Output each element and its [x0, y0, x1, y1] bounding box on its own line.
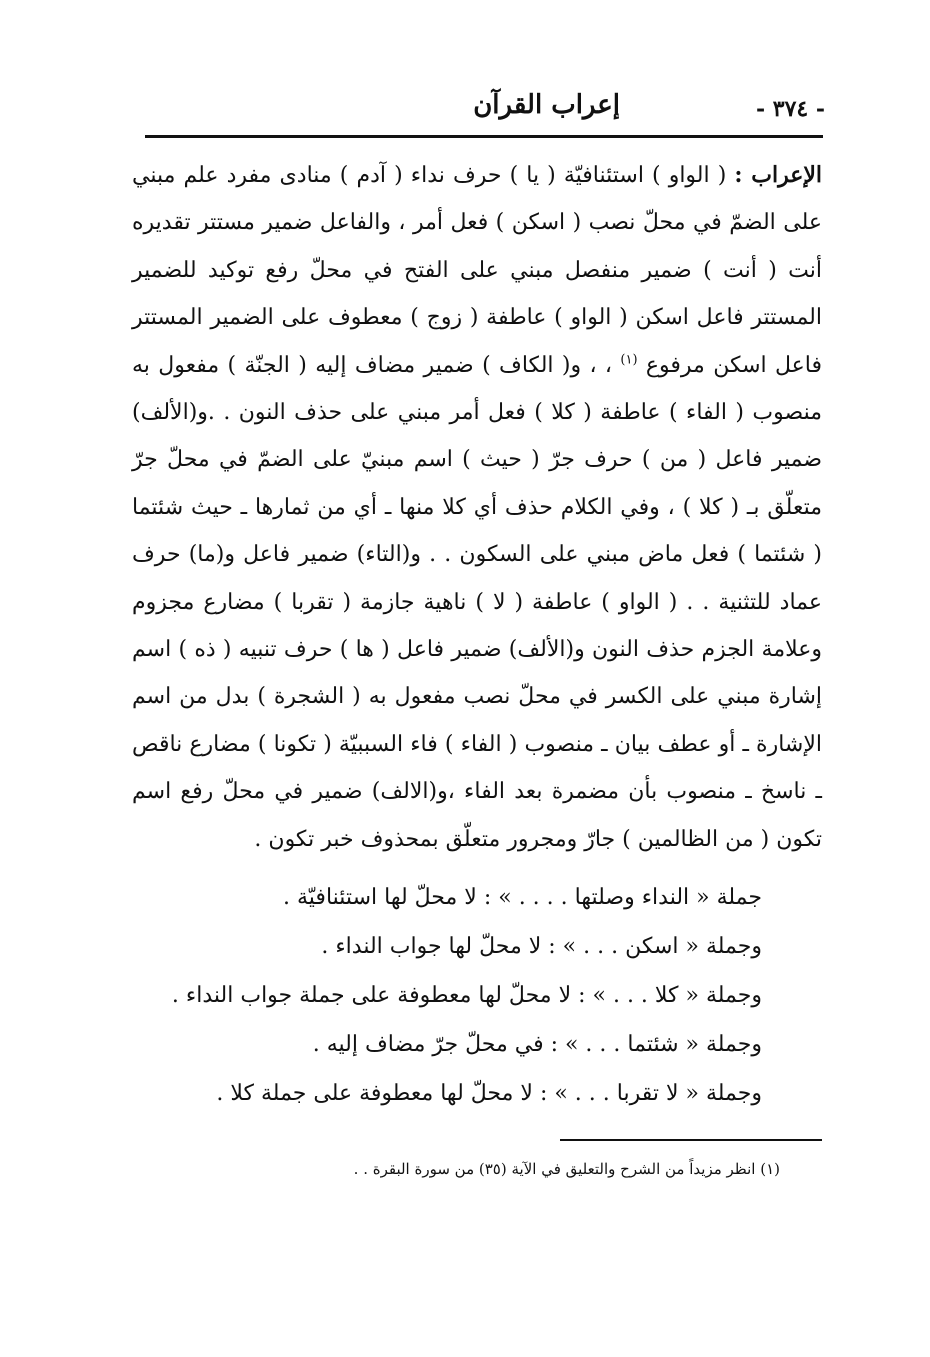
irab-paragraph: [132, 152, 822, 863]
sentence-line: وجملة « كلا . . . » : لا محلّ لها معطوفة على جملة جواب النداء .: [171, 983, 762, 1008]
footnote-rule: [560, 1139, 822, 1141]
irab-label: الإعراب :: [734, 162, 822, 188]
footnote: (١) انظر مزيداً من الشرح والتعليق في الآية (٣٥) من سورة البقرة . .: [353, 1160, 780, 1178]
sentence-line: وجملة « شئتما . . . » : في محلّ جرّ مضاف إليه .: [312, 1032, 762, 1057]
paragraph-part-1: ( الواو ) استئنافيّة ( يا ) حرف نداء ( آدم ) منادى مفرد علم مبني على الضمّ في محلّ نصب ( اسكن ) فعل أمر ، والفاعل ضمير مستتر تقديره أنت ( أنت ) ضمير منفصل مبني على الفتح في محلّ رفع توكيد للضمير المستتر فاعل اسكن ( الواو ) عاطفة ( زوج ) معطوف على الضمير المستتر فاعل اسكن مرفوع: [132, 163, 823, 378]
page-header: [145, 88, 825, 132]
sentence-line: وجملة « لا تقربا . . . » : لا محلّ لها معطوفة على جملة كلا .: [216, 1081, 762, 1106]
running-title: إعراب القرآن: [473, 90, 620, 120]
footnote-reference: (١): [620, 352, 638, 368]
page-number: - ٣٧٤ -: [755, 96, 825, 122]
header-rule: [145, 135, 823, 138]
sentence-line: جملة « النداء وصلتها . . . . » : لا محلّ لها استئنافيّة .: [283, 885, 762, 910]
paragraph-part-2: ، ، و( الكاف ) ضمير مضاف إليه ( الجنّة ) مفعول به منصوب ( الفاء ) عاطفة ( كلا ) فعل أمر مبني على حذف النون . .و(الألف) ضمير فاعل ( من ) حرف جرّ ( حيث ) اسم مبنيّ على الضمّ في محلّ جرّ متعلّق بـ ( كلا ) ، وفي الكلام حذف أي كلا منها ـ أي من ثمارها ـ حيث شئتما ( شئتما ) فعل ماض مبني على السكون . . و(التاء) ضمير فاعل و(ما) حرف عماد للتثنية . . ( الواو ) عاطفة ( لا ) ناهية جازمة ( تقربا ) مضارع مجزوم وعلامة الجزم حذف النون و(الألف) ضمير فاعل ( ها ) حرف تنبيه ( ذه ) اسم إشارة مبني على الكسر في محلّ نصب مفعول به ( الشجرة ) بدل من اسم الإشارة ـ أو عطف بيان ـ منصوب ( الفاء ) فاء السببيّة ( تكونا ) مضارع ناقص ـ ناسخ ـ منصوب بأن مضمرة بعد الفاء ،و(الالف) ضمير في محلّ رفع اسم تكون ( من الظالمين ) جارّ ومجرور متعلّق بمحذوف خبر تكون .: [132, 352, 823, 852]
irab-paragraph-text: [132, 152, 822, 863]
sentence-analysis-list: [150, 873, 762, 1118]
sentence-line: وجملة « اسكن . . . » : لا محلّ لها جواب النداء .: [321, 934, 762, 959]
